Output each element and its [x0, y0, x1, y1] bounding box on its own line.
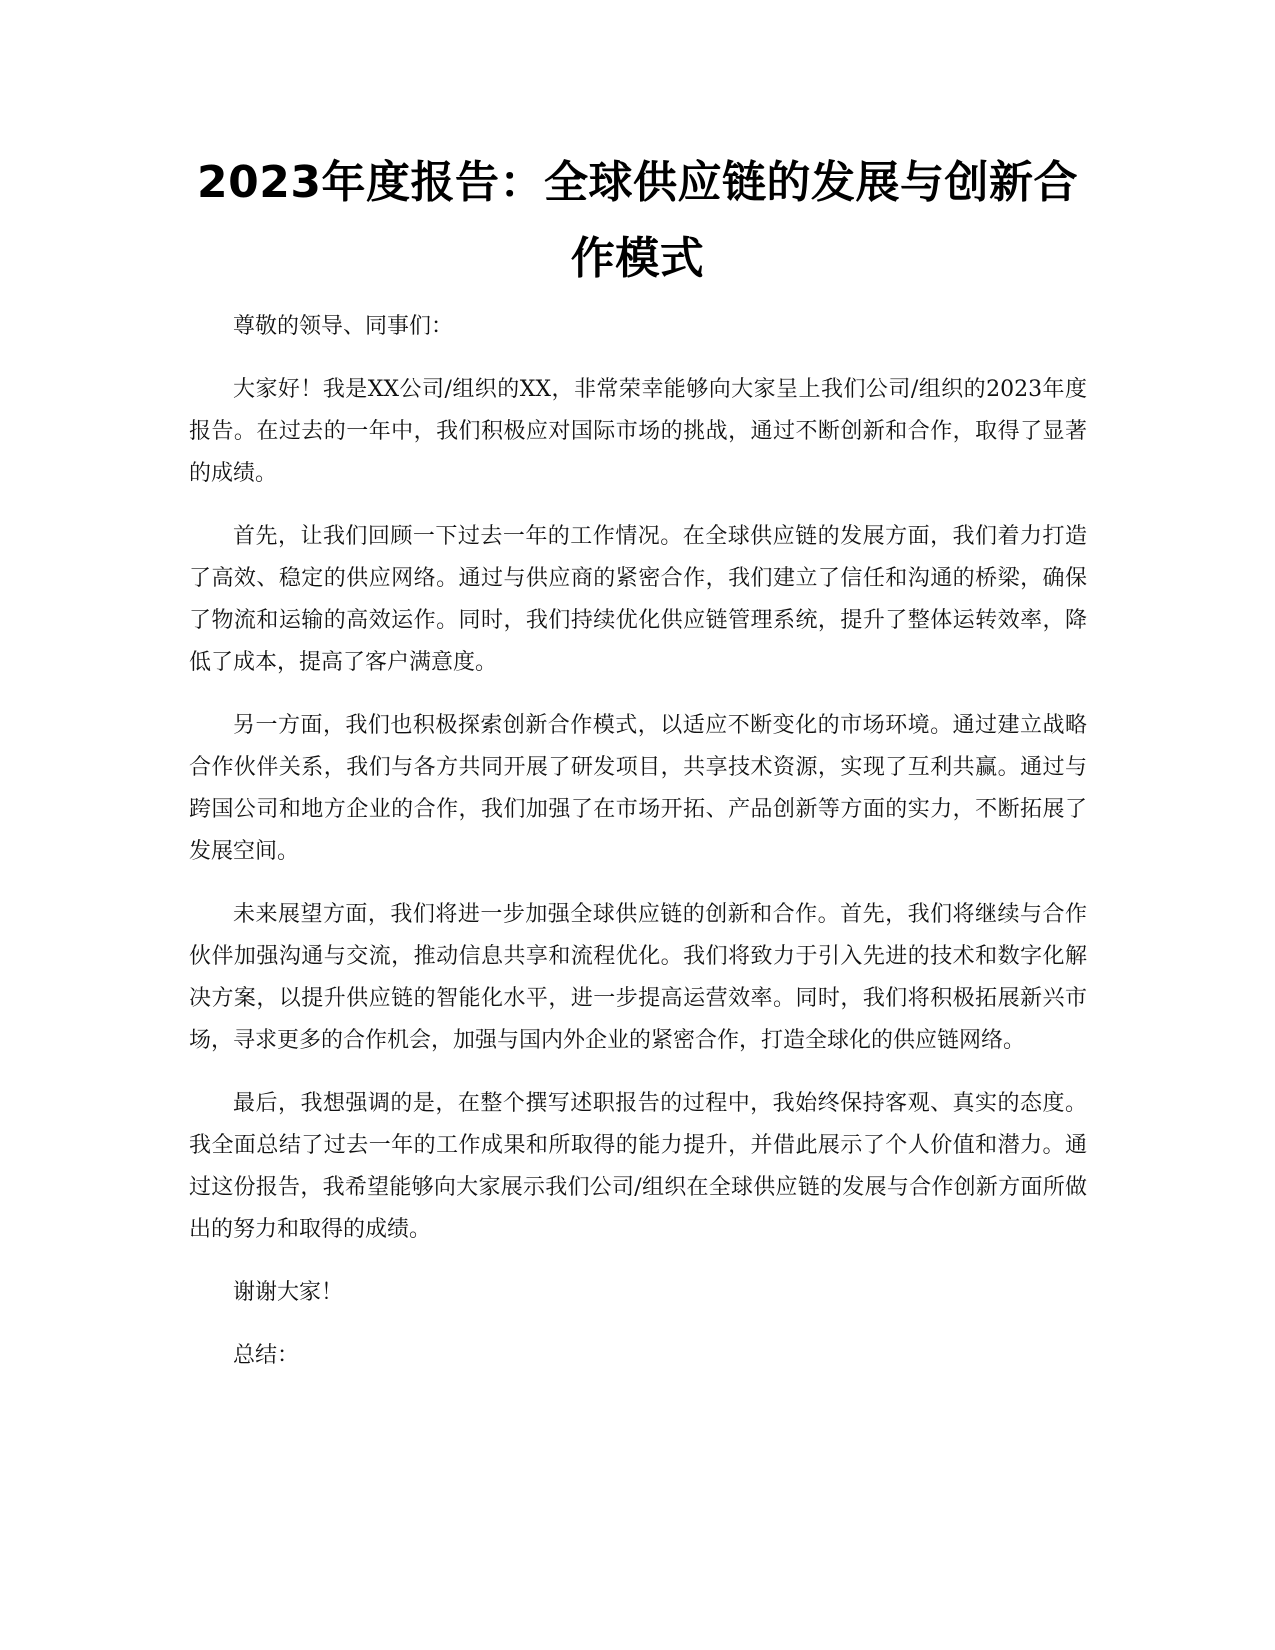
closing-paragraph: 最后，我想强调的是，在整个撰写述职报告的过程中，我始终保持客观、真实的态度。我全面总结了过去一年的工作成果和所取得的能力提升，并借此展示了个人价值和潜力。通过这份报告，我希望能够向大家展示我们公司/组织在全球供应链的发展与合作创新方面所做出的努力和取得的成绩。 [189, 1091, 1087, 1242]
intro-paragraph: 大家好！我是XX公司/组织的XX，非常荣幸能够向大家呈上我们公司/组织的2023年度报告。在过去的一年中，我们积极应对国际市场的挑战，通过不断创新和合作，取得了显著的成绩。 [189, 377, 1087, 486]
cooperation-paragraph: 另一方面，我们也积极探索创新合作模式，以适应不断变化的市场环境。通过建立战略合作伙伴关系，我们与各方共同开展了研发项目，共享技术资源，实现了互利共赢。通过与跨国公司和地方企业的合作，我们加强了在市场开拓、产品创新等方面的实力，不断拓展了发展空间。 [189, 713, 1087, 864]
summary-heading: 总结： [233, 1343, 300, 1368]
document-title: 2023年度报告：全球供应链的发展与创新合作模式 [197, 157, 1078, 284]
document-body [189, 306, 1087, 1398]
outlook-paragraph: 未来展望方面，我们将进一步加强全球供应链的创新和合作。首先，我们将继续与合作伙伴加强沟通与交流，推动信息共享和流程优化。我们将致力于引入先进的技术和数字化解决方案，以提升供应链的智能化水平，进一步提高运营效率。同时，我们将积极拓展新兴市场，寻求更多的合作机会，加强与国内外企业的紧密合作，打造全球化的供应链网络。 [189, 902, 1087, 1053]
review-paragraph: 首先，让我们回顾一下过去一年的工作情况。在全球供应链的发展方面，我们着力打造了高效、稳定的供应网络。通过与供应商的紧密合作，我们建立了信任和沟通的桥梁，确保了物流和运输的高效运作。同时，我们持续优化供应链管理系统，提升了整体运转效率，降低了成本，提高了客户满意度。 [189, 524, 1087, 675]
thanks-paragraph: 谢谢大家！ [233, 1280, 344, 1305]
salutation-paragraph: 尊敬的领导、同事们： [233, 314, 454, 339]
